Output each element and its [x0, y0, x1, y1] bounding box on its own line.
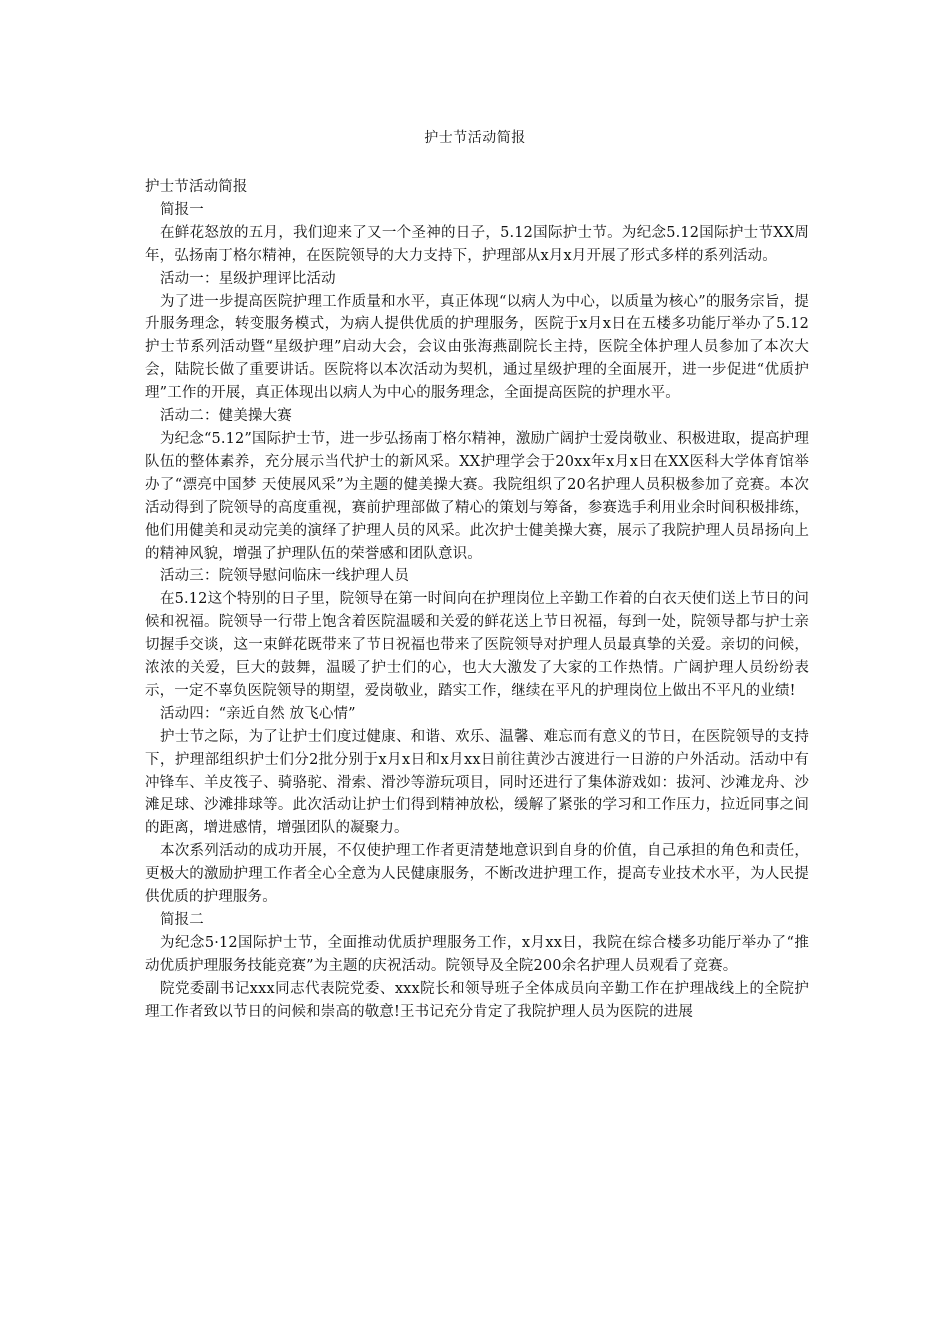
section-heading: 活动二：健美操大赛 [160, 408, 292, 425]
document-title: 护士节活动简报 [424, 130, 526, 146]
section-heading: 简报一 [160, 201, 204, 218]
section-heading: 活动四：“亲近自然 放飞心情” [160, 705, 356, 722]
body-paragraph: 为纪念5·12国际护士节，全面推动优质护理服务工作，x月xx日，我院在综合楼多功能厅举办了“推动优质护理服务技能竞赛”为主题的庆祝活动。院领导及全院200余名护理人员观看了竞赛。 [145, 934, 809, 974]
section-heading: 活动一：星级护理评比活动 [160, 270, 336, 287]
body-paragraph: 在鲜花怒放的五月，我们迎来了又一个圣神的日子，5.12国际护士节。为纪念5.12国际护士节XX周年，弘扬南丁格尔精神，在医院领导的大力支持下，护理部从x月x月开展了形式多样的系列活动。 [145, 224, 809, 264]
body-paragraph: 为纪念“5.12”国际护士节，进一步弘扬南丁格尔精神，激励广阔护士爱岗敬业、积极进取，提高护理队伍的整体素养，充分展示当代护士的新风采。XX护理学会于20xx年x月x日在XX医科大学体育馆举办了“漂亮中国梦 天使展风采”为主题的健美操大赛。我院组织了20名护理人员积极参加了竞赛。本次活动得到了院领导的高度重视，赛前护理部做了精心的策划与筹备，参赛选手利用业余时间积极排练，他们用健美和灵动完美的演绎了护理人员的风采。此次护士健美操大赛，展示了我院护理人员昂扬向上的精神风貌，增强了护理队伍的荣誉感和团队意识。 [145, 430, 809, 562]
document-body [145, 176, 809, 1024]
body-paragraph: 护士节之际，为了让护士们度过健康、和谐、欢乐、温馨、难忘而有意义的节日，在医院领导的支持下，护理部组织护士们分2批分别于x月x日和x月xx日前往黄沙古渡进行一日游的户外活动。活动中有冲锋车、羊皮筏子、骑骆驼、滑索、滑沙等游玩项目，同时还进行了集体游戏如：拔河、沙滩龙舟、沙滩足球、沙滩排球等。此次活动让护士们得到精神放松，缓解了紧张的学习和工作压力，拉近同事之间的距离，增进感情，增强团队的凝聚力。 [145, 728, 809, 837]
section-heading: 简报二 [160, 912, 204, 928]
body-paragraph: 在5.12这个特别的日子里，院领导在第一时间向在护理岗位上辛勤工作着的白衣天使们送上节日的问候和祝福。院领导一行带上饱含着医院温暖和关爱的鲜花送上节日祝福，每到一处，院领导都与护士亲切握手交谈，这一束鲜花既带来了节日祝福也带来了医院领导对护理人员最真挚的关爱。亲切的问候，浓浓的关爱，巨大的鼓舞，温暖了护士们的心，也大大激发了大家的工作热情。广阔护理人员纷纷表示，一定不辜负医院领导的期望，爱岗敬业，踏实工作，继续在平凡的护理岗位上做出不平凡的业绩! [145, 591, 809, 699]
section-heading: 活动三：院领导慰问临床一线护理人员 [160, 568, 410, 585]
document-lead: 护士节活动简报 [145, 179, 248, 195]
body-paragraph: 院党委副书记xxx同志代表院党委、xxx院长和领导班子全体成员向辛勤工作在护理战线上的全院护理工作者致以节日的问候和崇高的敬意!王书记充分肯定了我院护理人员为医院的进展 [145, 980, 809, 1020]
body-paragraph: 本次系列活动的成功开展，不仅使护理工作者更清楚地意识到自身的价值，自己承担的角色和责任，更极大的激励护理工作者全心全意为人民健康服务，不断改进护理工作，提高专业技术水平，为人民提供优质的护理服务。 [145, 843, 809, 906]
body-paragraph: 为了进一步提高医院护理工作质量和水平，真正体现“以病人为中心，以质量为核心”的服务宗旨，提升服务理念，转变服务模式，为病人提供优质的护理服务，医院于x月x日在五楼多功能厅举办了5.12护士节系列活动暨“星级护理”启动大会，会议由张海燕副院长主持，医院全体护理人员参加了本次大会，陆院长做了重要讲话。医院将以本次活动为契机，通过星级护理的全面展开，进一步促进“优质护理”工作的开展，真正体现出以病人为中心的服务理念，全面提高医院的护理水平。 [145, 293, 809, 402]
